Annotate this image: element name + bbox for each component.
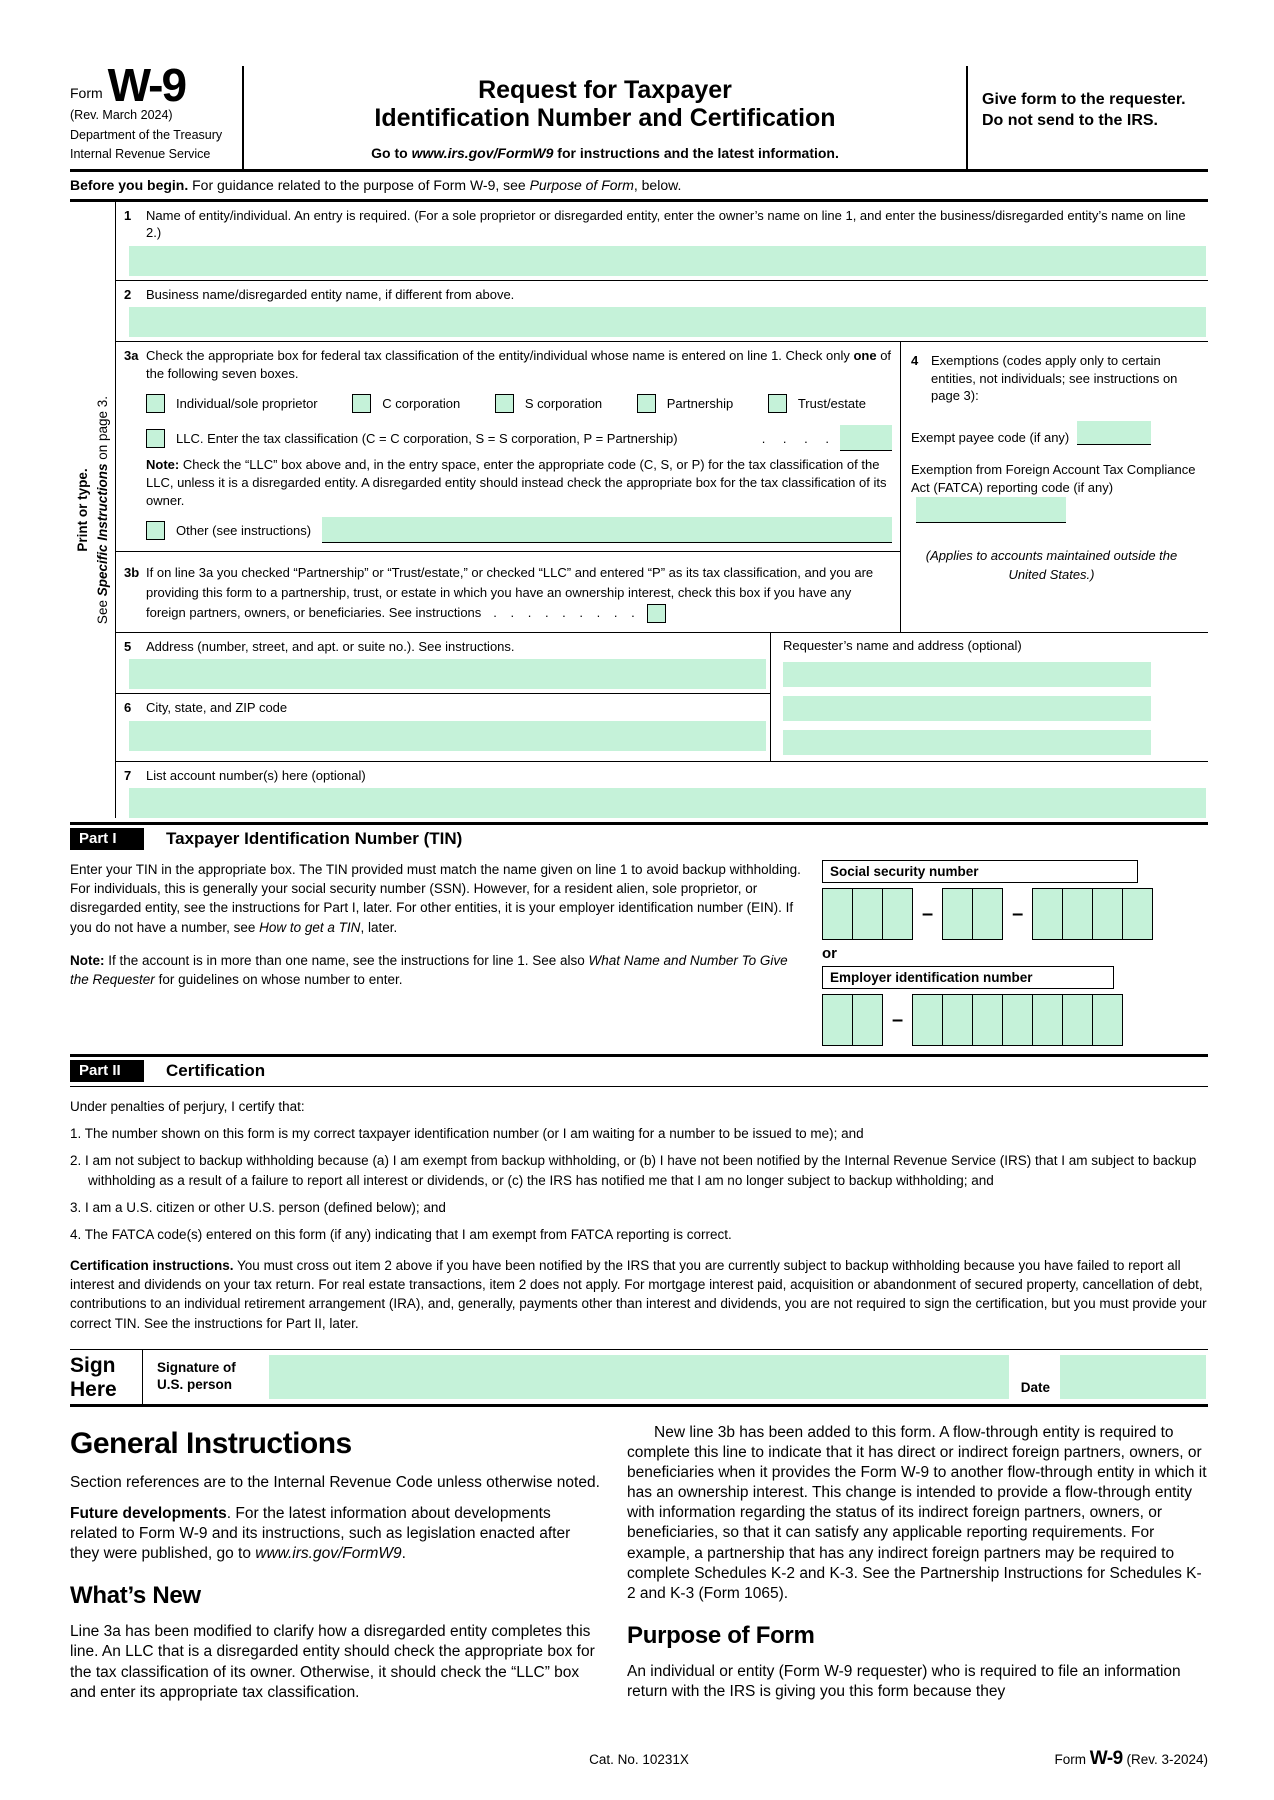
- exempt-payee-label: Exempt payee code (if any): [911, 430, 1070, 446]
- ssn-digit-cell[interactable]: [882, 888, 913, 940]
- ssn-digit-cell[interactable]: [1032, 888, 1063, 940]
- trust-estate-checkbox[interactable]: [768, 394, 787, 413]
- goto-pre: Go to: [371, 144, 412, 161]
- agency-line: Internal Revenue Service: [70, 147, 211, 162]
- requester-section: [770, 633, 1208, 761]
- line-7-label: List account number(s) here (optional): [146, 767, 366, 783]
- line-4-number: 4: [911, 353, 919, 369]
- line-3a-section: [116, 342, 900, 552]
- before-italic: Purpose of Form: [529, 176, 634, 193]
- line-5-section: [116, 633, 770, 695]
- signature-input[interactable]: [269, 1355, 1009, 1399]
- form-title: [256, 76, 954, 132]
- tin-note-post: for guidelines on whose number to enter.: [154, 971, 403, 987]
- s-corporation-checkbox[interactable]: [495, 394, 514, 413]
- line-3b-explanation-paragraph: New line 3b has been added to this form. A flow-through entity is required to complete this line to indicate that it has direct or indirect foreign partners, owners, or beneficiaries when it provides the Form W-9 to another flow-through entity in which it has an ownership interest. This change is intended to provide a flow-through entity with information regarding the status of its indirect foreign partners, owners, or beneficiaries, so that it can satisfy any applicable reporting requirements. For example, a partnership that has any indirect foreign partners may be required to complete Schedules K-2 and K-3. See the Partnership Instructions for Schedules K-2 and K-3 (Form 1065).: [627, 1423, 1207, 1602]
- footer-form-number: W-9: [1089, 1747, 1123, 1769]
- certification-instructions-text: You must cross out item 2 above if you have been notified by the IRS that you are currently subject to backup withholding because you have failed to report all interest and dividends on your tax return. For real estate transactions, item 2 does not apply. For mortgage interest paid, acquisition or abandonment of secured property, cancellation of debt, contributions to an individual retirement arrangement (IRA), and, generally, payments other than interest and dividends, you are not required to sign the certification, but you must provide your correct TIN. See the instructions for Part II, later.: [70, 1258, 1207, 1331]
- form-header: [70, 59, 1208, 172]
- part1-title: Taxpayer Identification Number (TIN): [166, 829, 463, 849]
- form-title-line2: Identification Number and Certification: [374, 104, 836, 132]
- sidebar-bold: Print or type.: [74, 468, 90, 552]
- line-3b-dot-leader: . . . . . . . . .: [493, 605, 635, 621]
- line-3b-section: [116, 552, 900, 631]
- date-input[interactable]: [1060, 1355, 1206, 1399]
- tin-note-pre: If the account is in more than one name, see the instructions for line 1. See also: [104, 952, 589, 968]
- goto-instructions: [256, 145, 954, 161]
- requester-input-2[interactable]: [783, 696, 1151, 721]
- business-name-input[interactable]: [129, 307, 1206, 337]
- ein-digit-cell[interactable]: [972, 994, 1003, 1046]
- certification-intro: Under penalties of perjury, I certify that:: [70, 1099, 305, 1115]
- line-6-section: [116, 694, 770, 751]
- exempt-payee-code-input[interactable]: [1077, 421, 1151, 445]
- llc-option-row: [146, 425, 892, 451]
- ein-digit-cell[interactable]: [1062, 994, 1093, 1046]
- city-state-zip-input[interactable]: [129, 721, 766, 751]
- goto-post: for instructions and the latest information.: [553, 144, 839, 161]
- or-label: or: [822, 945, 837, 963]
- ssn-dash: –: [1012, 902, 1024, 925]
- part2-badge: Part II: [70, 1060, 144, 1082]
- line-5-label: Address (number, street, and apt. or suite no.). See instructions.: [146, 638, 515, 654]
- purpose-of-form-title: Purpose of Form: [627, 1621, 815, 1649]
- tin-note: [70, 951, 808, 989]
- line-3-4-row: [116, 342, 1208, 632]
- signature-label: Signature of U.S. person: [157, 1359, 236, 1393]
- ssn-digit-cell[interactable]: [852, 888, 883, 940]
- other-checkbox[interactable]: [146, 521, 165, 540]
- before-pre: For guidance related to the purpose of Form W-9, see: [188, 176, 530, 193]
- line-3a-label-pre: Check the appropriate box for federal tax classification of the entity/individual whose name is entered on line 1. Check only: [146, 348, 854, 364]
- name-input[interactable]: [129, 246, 1206, 276]
- ssn-digit-cell[interactable]: [1092, 888, 1123, 940]
- line-3a-label-post: of the following seven boxes.: [146, 348, 892, 381]
- catalog-number: Cat. No. 10231X: [589, 1751, 689, 1767]
- foreign-partners-checkbox[interactable]: [647, 604, 666, 623]
- before-post: , below.: [633, 176, 682, 193]
- future-developments-paragraph: [70, 1504, 600, 1564]
- tin-paragraph-post: , later.: [360, 919, 398, 935]
- form-revision: (Rev. March 2024): [70, 107, 173, 122]
- tin-note-bold: Note:: [70, 952, 105, 968]
- tin-paragraph-pre: Enter your TIN in the appropriate box. The TIN provided must match the name given on line 1 to avoid backup withholding. For individuals, this is generally your social security number (SSN). However, for a resident alien, sole proprietor, or disregarded entity, see the instructions for Part I, later. For other entities, it is your employer identification number (EIN). If you do not have a number, see: [70, 862, 801, 935]
- ssn-dash: –: [922, 902, 934, 925]
- part2-title: Certification: [166, 1061, 266, 1081]
- ein-digit-cell[interactable]: [912, 994, 943, 1046]
- future-developments-url: www.irs.gov/FormW9: [255, 1545, 402, 1563]
- partnership-label: Partnership: [666, 396, 734, 412]
- ssn-digit-cell[interactable]: [972, 888, 1003, 940]
- exempt-payee-row: [911, 421, 1198, 445]
- account-numbers-input[interactable]: [129, 788, 1206, 818]
- form-body: [70, 202, 1208, 818]
- fatca-label: Exemption from Foreign Account Tax Compliance Act (FATCA) reporting code (if any): [911, 462, 1196, 496]
- ein-digit-cell[interactable]: [1032, 994, 1063, 1046]
- line-4-label: Exemptions (codes apply only to certain entities, not individuals; see instructions on page 3):: [931, 353, 1178, 404]
- footer-form-id: [689, 1748, 1208, 1770]
- form-title-block: [242, 66, 968, 169]
- future-developments-text: . For the latest information about developments related to Form W-9 and its instructions, such as legislation enacted after they were published, go to: [70, 1504, 571, 1563]
- certification-item-2: 2. I am not subject to backup withholding because (a) I am exempt from backup withholding, or (b) I have not been notified by the Internal Revenue Service (IRS) that I am subject to backup withholding as a result of a failure to report all interest or dividends, or (c) the IRS has notified me that I am no longer subject to backup withholding; and: [70, 1153, 1197, 1188]
- tax-classification-options: [146, 394, 866, 413]
- line-2-number: 2: [124, 286, 132, 302]
- tin-paragraph-italic: How to get a TIN: [259, 919, 361, 935]
- s-corporation-label: S corporation: [524, 396, 603, 412]
- future-developments-post: .: [401, 1545, 406, 1563]
- llc-dot-leader: . . . .: [761, 430, 829, 446]
- address-input[interactable]: [129, 659, 766, 689]
- footer-form-revision: (Rev. 3-2024): [1122, 1751, 1209, 1767]
- certification-instructions-bold: Certification instructions.: [70, 1258, 234, 1274]
- ein-digit-cell[interactable]: [822, 994, 853, 1046]
- ssn-digit-cell[interactable]: [822, 888, 853, 940]
- ein-digit-cell[interactable]: [1092, 994, 1123, 1046]
- line-6-number: 6: [124, 700, 132, 716]
- part1-body: [70, 854, 1208, 1054]
- ssn-digit-cell[interactable]: [942, 888, 973, 940]
- ssn-label: Social security number: [822, 860, 1138, 883]
- form-number: W-9: [107, 59, 186, 111]
- llc-classification-input[interactable]: [840, 425, 892, 451]
- future-developments-bold: Future developments: [70, 1504, 227, 1522]
- c-corporation-label: C corporation: [382, 396, 461, 412]
- department-line: Department of the Treasury: [70, 127, 223, 142]
- llc-checkbox[interactable]: [146, 429, 165, 448]
- fatca-code-input[interactable]: [916, 497, 1066, 523]
- certification-item-1: 1. The number shown on this form is my correct taxpayer identification number (or I am waiting for a number to be issued to me); and: [70, 1126, 864, 1142]
- line-2-label: Business name/disregarded entity name, if different from above.: [146, 286, 515, 302]
- requester-input-3[interactable]: [783, 730, 1151, 755]
- line-7-number: 7: [124, 767, 132, 783]
- line-3a-label-bold: one: [853, 348, 877, 364]
- requester-input-1[interactable]: [783, 662, 1151, 687]
- tin-entry-area: [822, 860, 1208, 1046]
- line-4-section: [900, 342, 1208, 631]
- sidebar-italic: Specific Instructions: [94, 463, 110, 597]
- page-footer: [70, 1748, 1208, 1770]
- line-5-number: 5: [124, 638, 132, 654]
- ein-label: Employer identification number: [822, 966, 1114, 989]
- ein-digit-cell[interactable]: [852, 994, 883, 1046]
- sign-here-row: [70, 1349, 1208, 1407]
- line-3a-number: 3a: [124, 348, 139, 364]
- partnership-checkbox[interactable]: [637, 394, 656, 413]
- ssn-digit-cell[interactable]: [1062, 888, 1093, 940]
- llc-label: LLC. Enter the tax classification (C = C corporation, S = S corporation, P = Partnership): [176, 430, 678, 446]
- line-5-6-row: [116, 633, 1208, 762]
- other-input[interactable]: [322, 517, 892, 543]
- line-6-label: City, state, and ZIP code: [146, 700, 288, 716]
- certification-item-3: 3. I am a U.S. citizen or other U.S. person (defined below); and: [70, 1199, 446, 1215]
- line-7-row: [116, 762, 1208, 819]
- individual-sole-proprietor-label: Individual/sole proprietor: [176, 396, 318, 412]
- certification-item-4: 4. The FATCA code(s) entered on this form (if any) indicating that I am exempt from FATCA reporting is correct.: [70, 1226, 732, 1242]
- ein-digit-cell[interactable]: [942, 994, 973, 1046]
- footer-form-word: Form: [1054, 1751, 1090, 1767]
- ssn-boxes: [822, 888, 1208, 940]
- ssn-digit-cell[interactable]: [1122, 888, 1153, 940]
- certification-instructions: [70, 1256, 1208, 1333]
- trust-estate-label: Trust/estate: [797, 396, 866, 412]
- whats-new-title: What’s New: [70, 1582, 201, 1610]
- general-instructions-title: General Instructions: [70, 1426, 352, 1460]
- part2-body: [70, 1087, 1208, 1343]
- ein-dash: –: [892, 1008, 904, 1031]
- part2-header: [70, 1054, 1208, 1087]
- before-you-begin: [70, 172, 1208, 202]
- before-bold: Before you begin.: [70, 176, 189, 193]
- general-instructions: [70, 1423, 1208, 1714]
- sign-here-label: Sign Here: [70, 1353, 117, 1401]
- print-or-type-sidebar: [70, 202, 115, 818]
- llc-note-bold: Note:: [146, 457, 180, 473]
- line-3b-text: If on line 3a you checked “Partnership” or “Trust/estate,” or checked “LLC” and entered “P” as its tax classification, and you are providing this form to a partnership, trust, or estate in which you have an ownership interest, check this box if you have any foreign partners, owners, or beneficiaries. See instructions: [146, 565, 874, 621]
- give-form-note: Give form to the requester. Do not send to the IRS.: [982, 91, 1186, 129]
- individual-sole-proprietor-checkbox[interactable]: [146, 394, 165, 413]
- line-2-row: [116, 281, 1208, 343]
- ein-boxes: [822, 994, 1208, 1046]
- part1-badge: Part I: [70, 828, 144, 850]
- line-1-number: 1: [124, 207, 132, 223]
- form-word: Form: [70, 84, 103, 101]
- other-label: Other (see instructions): [176, 522, 312, 538]
- whats-new-paragraph: Line 3a has been modified to clarify how a disregarded entity completes this line. An LLC that is a disregarded entity should check the appropriate box for the tax classification of its owner. Otherwise, it should check the “LLC” box and enter its appropriate tax classification.: [70, 1623, 595, 1701]
- purpose-of-form-paragraph: An individual or entity (Form W-9 requester) who is required to file an information return with the IRS is giving you this form because they: [627, 1662, 1181, 1701]
- c-corporation-checkbox[interactable]: [352, 394, 371, 413]
- sidebar-post: on page 3.: [94, 395, 110, 464]
- tin-paragraph: [70, 860, 808, 937]
- llc-note-text: Check the “LLC” box above and, in the entry space, enter the appropriate code (C, S, or P) for the tax classification of the LLC, unless it is a disregarded entity. A disregarded entity should instead check the appropriate box for the tax classification of its owner.: [146, 457, 887, 508]
- form-title-line1: Request for Taxpayer: [478, 76, 732, 104]
- date-label: Date: [1020, 1379, 1050, 1395]
- part1-header: [70, 822, 1208, 854]
- applies-note: (Applies to accounts maintained outside the United States.): [925, 548, 1178, 582]
- sidebar-pre: See: [94, 596, 110, 624]
- tin-note-italic: What Name and Number To Give the Requester: [70, 952, 788, 987]
- requester-label: Requester’s name and address (optional): [783, 637, 1022, 653]
- fatca-row: [911, 461, 1198, 523]
- line-1-label: Name of entity/individual. An entry is required. (For a sole proprietor or disregarded entity, enter the owner’s name on line 1, and enter the business/disregarded entity’s name on line 2.): [146, 207, 1186, 241]
- ein-digit-cell[interactable]: [1002, 994, 1033, 1046]
- line-3b-number: 3b: [124, 565, 140, 581]
- line-1-row: [116, 202, 1208, 281]
- section-references-paragraph: Section references are to the Internal Revenue Code unless otherwise noted.: [70, 1473, 600, 1491]
- other-option-row: [146, 517, 892, 543]
- llc-note: [146, 456, 890, 509]
- irs-url: www.irs.gov/FormW9: [411, 144, 554, 161]
- form-identity: [70, 59, 242, 169]
